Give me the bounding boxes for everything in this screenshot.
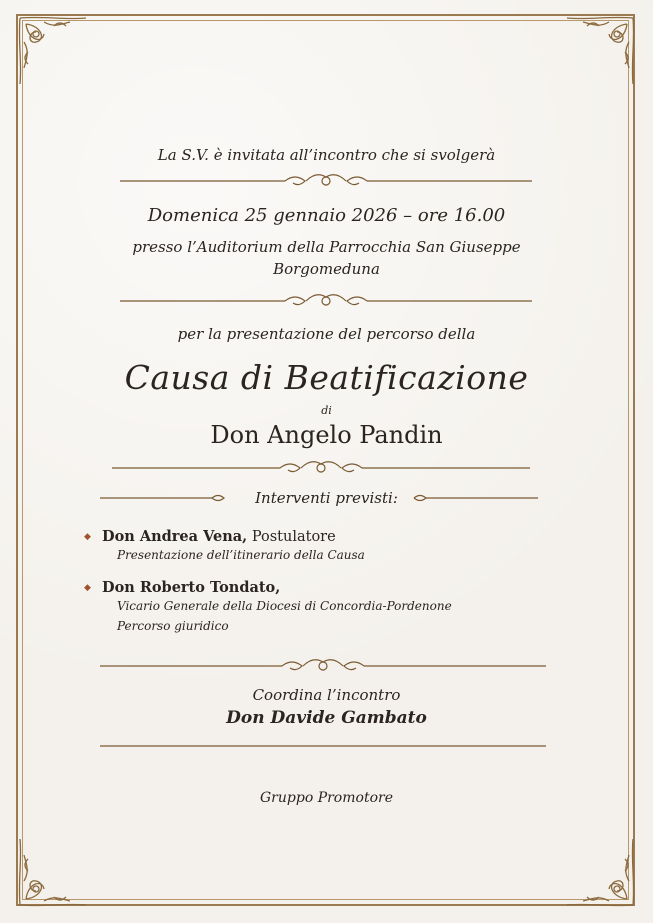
of-text: di xyxy=(321,404,332,417)
speaker-item xyxy=(84,579,604,636)
corner-ornament-icon xyxy=(559,12,639,92)
flourish-divider-icon xyxy=(120,173,532,189)
diamond-bullet-icon: ◆ xyxy=(84,532,91,542)
signature-text: Gruppo Promotore xyxy=(260,790,393,806)
speaker-topic: Percorso giuridico xyxy=(117,619,229,633)
flourish-divider-icon xyxy=(112,460,530,476)
corner-ornament-icon xyxy=(14,831,94,911)
intro-text: La S.V. è invitata all’incontro che si svolgerà xyxy=(157,146,496,164)
corner-ornament-icon xyxy=(14,12,94,92)
honoree-name: Don Angelo Pandin xyxy=(210,421,443,449)
speaker-name: Don Andrea Vena, xyxy=(102,528,248,545)
speaker-title: Vicario Generale della Diocesi di Concordia-Pordenone xyxy=(117,599,452,613)
speaker-role: Postulatore xyxy=(247,529,336,545)
corner-ornament-icon xyxy=(559,831,639,911)
interventions-heading: Interventi previsti: xyxy=(255,489,398,507)
cause-title: Causa di Beatificazione xyxy=(124,358,529,397)
flourish-divider-icon xyxy=(100,658,546,674)
flourish-divider-icon xyxy=(120,293,532,309)
coordinator-name: Don Davide Gambato xyxy=(226,708,427,728)
event-venue: presso l’Auditorium della Parrocchia San Giuseppe xyxy=(132,238,521,256)
speaker-topic: Presentazione dell’itinerario della Causa xyxy=(117,548,365,562)
speaker-name: Don Roberto Tondato, xyxy=(102,579,281,596)
diamond-bullet-icon: ◆ xyxy=(84,583,91,593)
coordinator-label: Coordina l’incontro xyxy=(252,686,401,704)
heading-line-right-icon xyxy=(410,490,538,506)
purpose-text: per la presentazione del percorso della xyxy=(177,325,476,343)
speakers-list xyxy=(84,528,604,650)
event-date-time: Domenica 25 gennaio 2026 – ore 16.00 xyxy=(147,205,506,226)
speaker-item xyxy=(84,528,604,565)
divider-line-icon xyxy=(100,738,546,754)
event-place: Borgomeduna xyxy=(273,260,380,278)
